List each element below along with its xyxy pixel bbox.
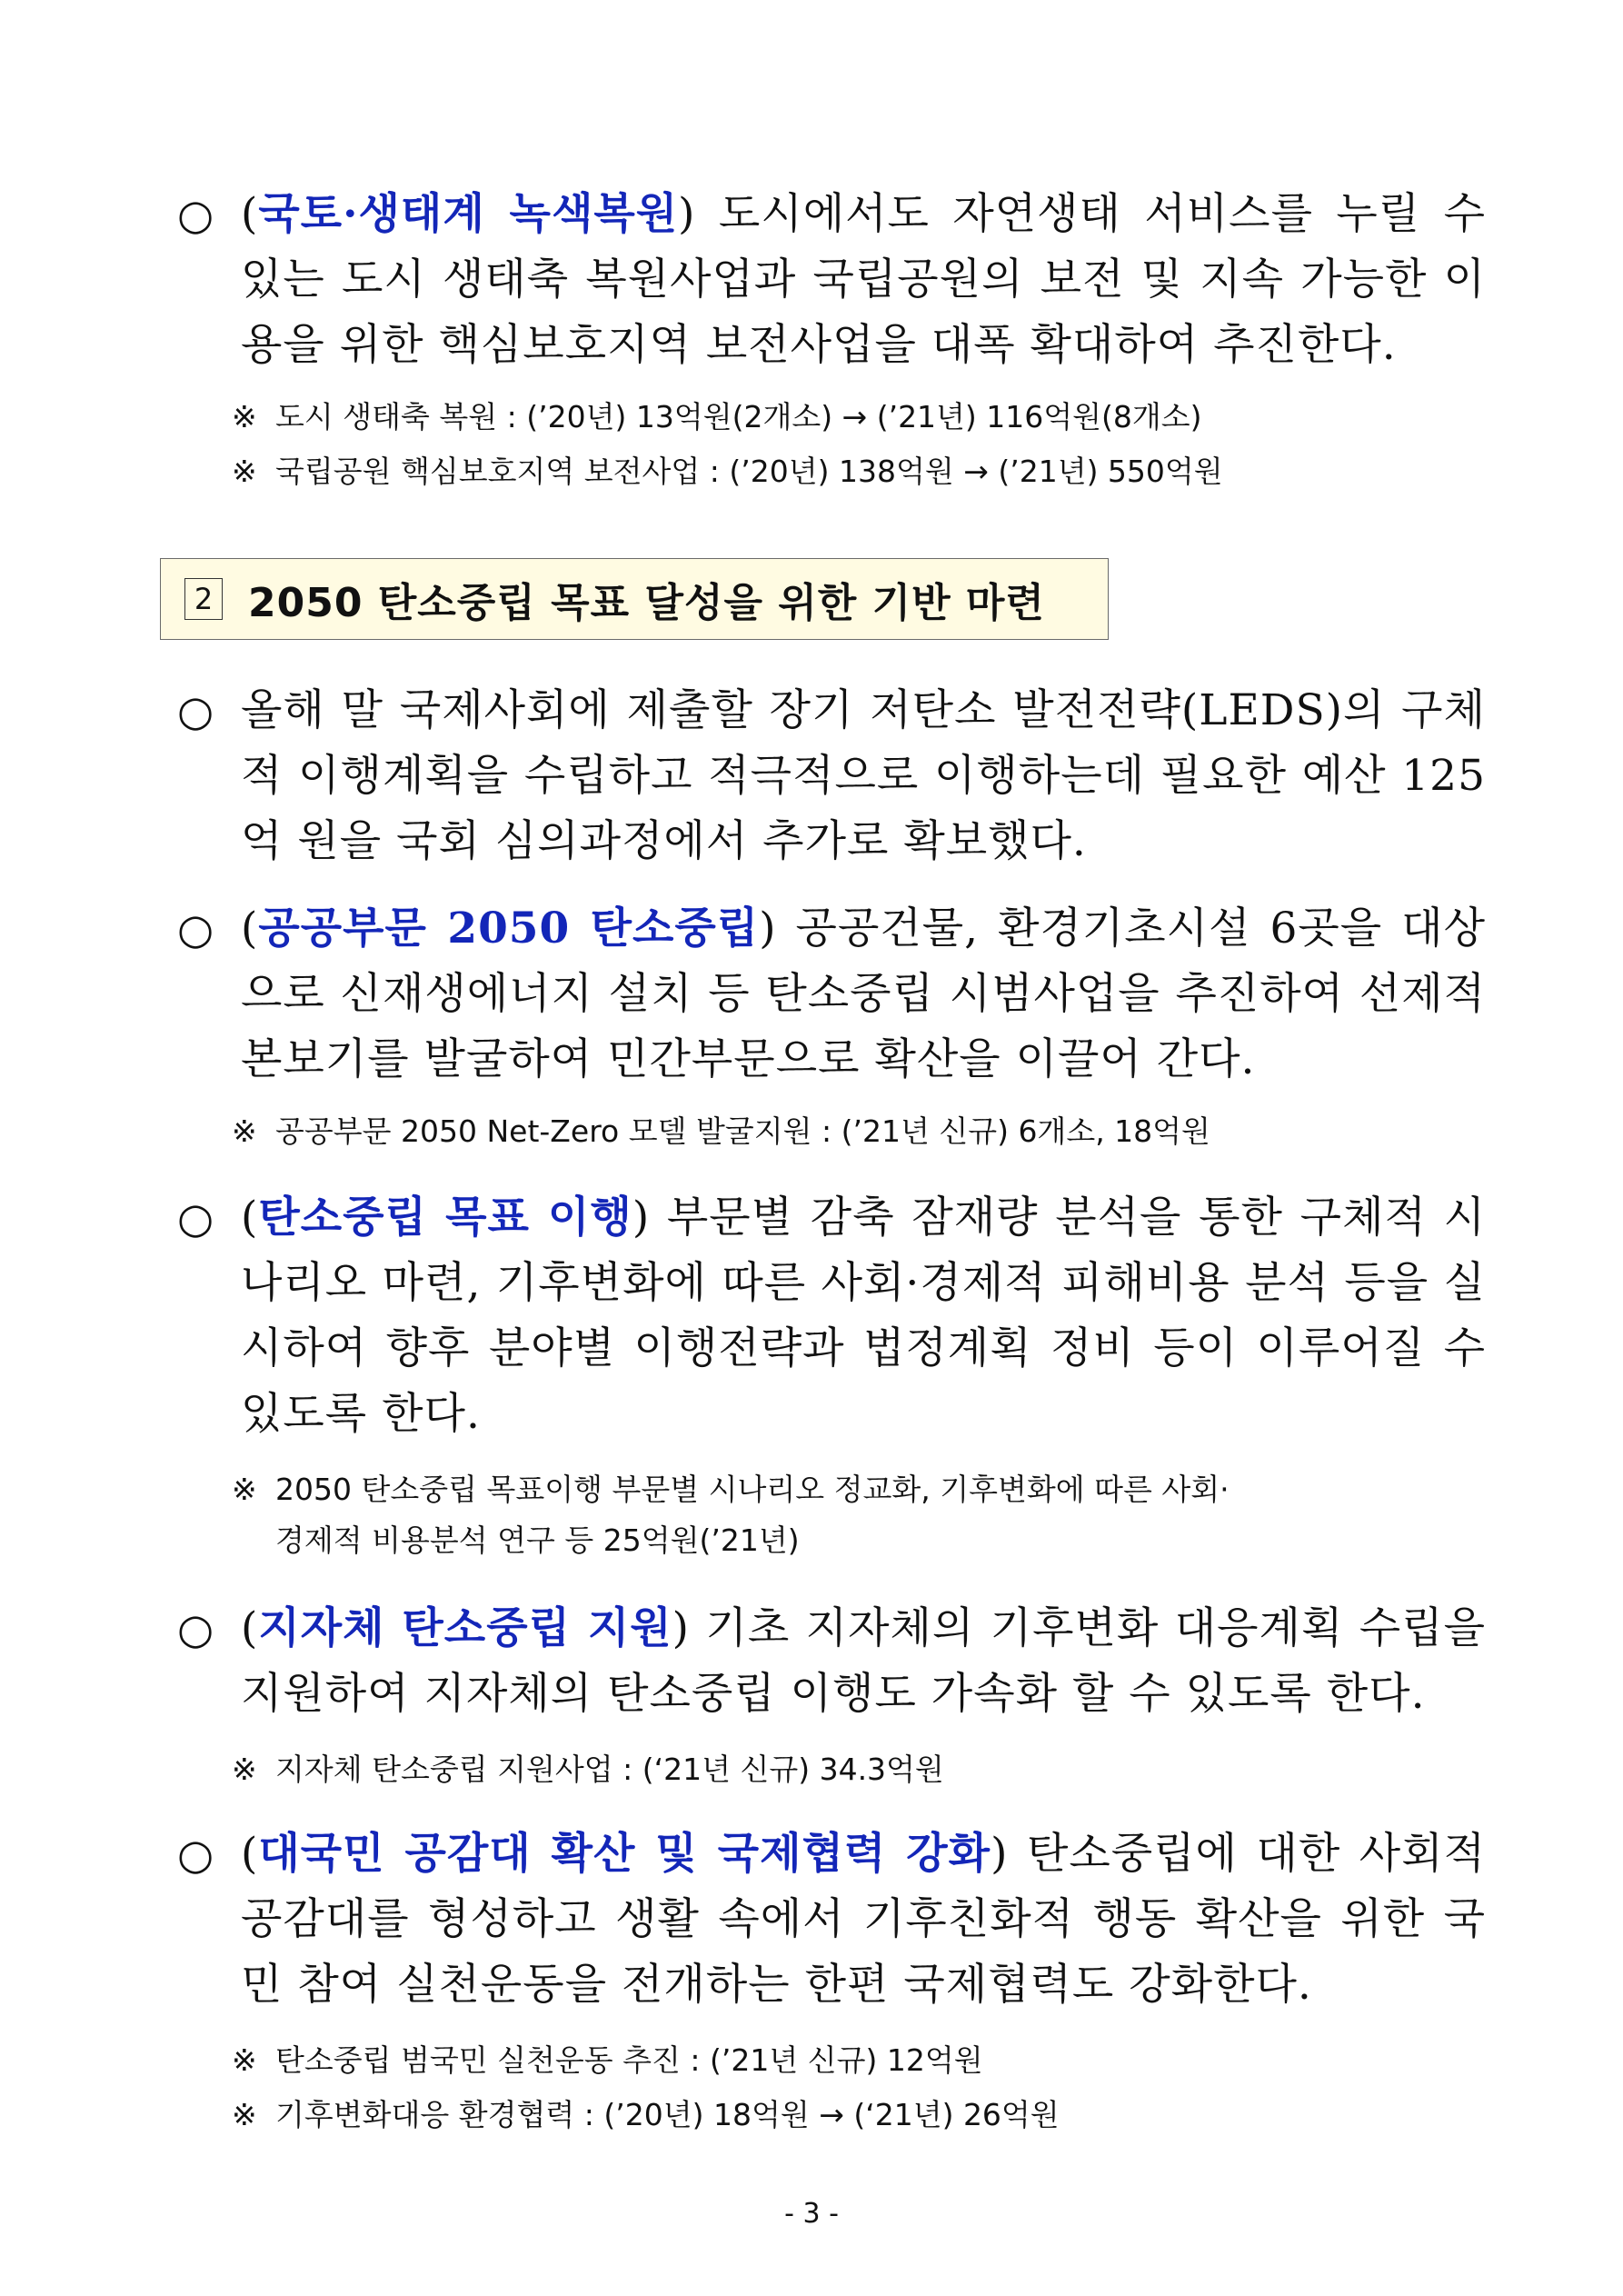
page-number: - 3 -: [784, 2198, 839, 2230]
paragraph-public-consensus: [177, 1822, 1486, 2018]
section-title: 2050 탄소중립 목표 달성을 위한 기반 마련: [248, 580, 1045, 626]
paragraph-public-sector: [177, 896, 1486, 1093]
keyword: 탄소중립 목표 이행: [258, 1193, 632, 1243]
note-continuation: 경제적 비용분석 연구 등 25억원(’21년): [275, 1522, 800, 1558]
paragraph-leds: [177, 678, 1486, 874]
section-number: 2: [184, 578, 223, 620]
bullet: ○: [177, 190, 214, 239]
paragraph-target-implementation: [177, 1185, 1486, 1447]
paragraph-ecosystem-restoration: [177, 182, 1486, 378]
keyword: 국토·생태계 녹색복원: [258, 189, 679, 239]
bullet: ○: [177, 1830, 214, 1879]
keyword: 대국민 공감대 확산 및 국제협력 강화: [258, 1829, 991, 1879]
paragraph-text: (탄소중립 목표 이행) 부문별 감축 잠재량 분석을 통한 구체적 시나리오 마련, 기후변화에 따른 사회·경제적 피해비용 분석 등을 실시하여 향후 분야별 이행전략과 법정계획 정비 등이 이루어질 수 있도록 한다.: [241, 1193, 1486, 1439]
paragraph-text: (대국민 공감대 확산 및 국제협력 강화) 탄소중립에 대한 사회적 공감대를 형성하고 생활 속에서 기후친화적 행동 확산을 위한 국민 참여 실천운동을 전개하는 한편 국제협력도 강화한다.: [241, 1829, 1486, 2010]
bullet: ○: [177, 904, 214, 953]
paragraph-text: (국토·생태계 녹색복원) 도시에서도 자연생태 서비스를 누릴 수 있는 도시 생태축 복원사업과 국립공원의 보전 및 지속 가능한 이용을 위한 핵심보호지역 보전사업을 대폭 확대하여 추진한다.: [241, 189, 1487, 370]
bullet: ○: [177, 686, 214, 735]
note: ※ 2050 탄소중립 목표이행 부문별 시나리오 정교화, 기후변화에 따른 사회·: [232, 1472, 1230, 1507]
paragraph-local-government: [177, 1596, 1486, 1727]
keyword: 공공부문 2050 탄소중립: [258, 903, 760, 953]
paragraph-text: 올해 말 국제사회에 제출할 장기 저탄소 발전전략(LEDS)의 구체적 이행계획을 수립하고 적극적으로 이행하는데 필요한 예산 125억 원을 국회 심의과정에서 추가로 확보했다.: [241, 685, 1486, 866]
keyword: 지자체 탄소중립 지원: [258, 1603, 672, 1653]
paragraph-text: (지자체 탄소중립 지원) 기초 지자체의 기후변화 대응계획 수립을 지원하여 지자체의 탄소중립 이행도 가속화 할 수 있도록 한다.: [241, 1603, 1486, 1719]
section-header: [160, 558, 1109, 640]
note: ※ 공공부문 2050 Net-Zero 모델 발굴지원 : (’21년 신규) 6개소, 18억원: [232, 1113, 1210, 1149]
note: ※ 국립공원 핵심보호지역 보전사업 : (’20년) 138억원 → (’21년) 550억원: [232, 454, 1223, 489]
note: ※ 탄소중립 범국민 실천운동 추진 : (’21년 신규) 12억원: [232, 2042, 983, 2078]
bullet: ○: [177, 1193, 214, 1243]
paragraph-text: (공공부문 2050 탄소중립) 공공건물, 환경기초시설 6곳을 대상으로 신재생에너지 설치 등 탄소중립 시범사업을 추진하여 선제적 본보기를 발굴하여 민간부문으로 확산을 이끌어 간다.: [241, 903, 1486, 1084]
bullet: ○: [177, 1604, 214, 1653]
note: ※ 기후변화대응 환경협력 : (’20년) 18억원 → (‘21년) 26억원: [232, 2097, 1060, 2132]
note: ※ 도시 생태축 복원 : (’20년) 13억원(2개소) → (’21년) 116억원(8개소): [232, 399, 1202, 434]
note: ※ 지자체 탄소중립 지원사업 : (‘21년 신규) 34.3억원: [232, 1752, 944, 1787]
